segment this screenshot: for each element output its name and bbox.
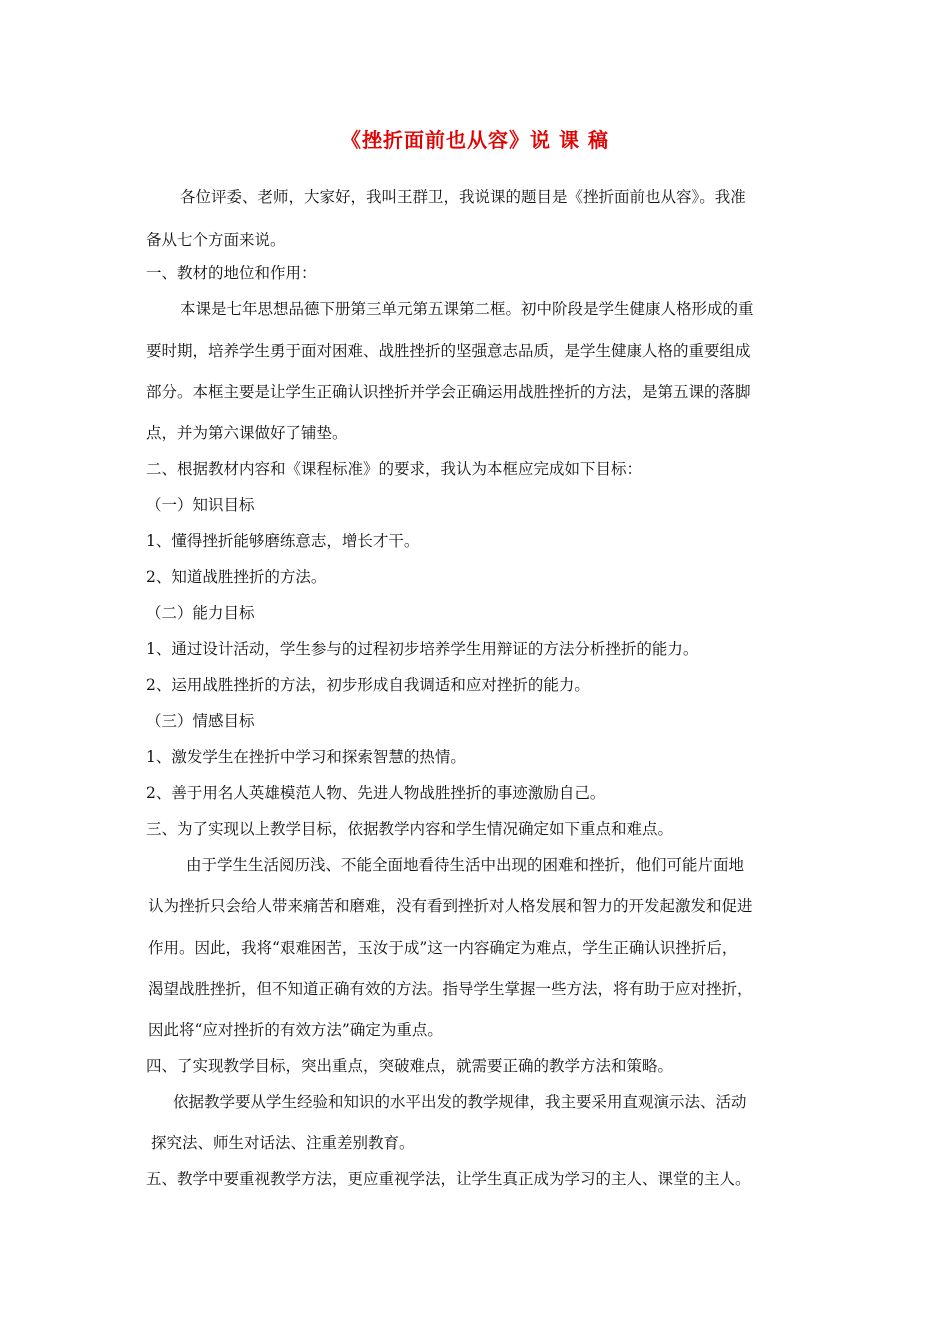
section-heading: 一、教材的地位和作用： [146,264,317,282]
document-title: 《挫折面前也从容》说 课 稿 [341,128,609,152]
section-heading: 四、了实现教学目标，突出重点，突破难点，就需要正确的教学方法和策略。 [146,1057,674,1075]
paragraph-line: 部分。本框主要是让学生正确认识挫折并学会正确运用战胜挫折的方法，是第五课的落脚 [146,383,751,401]
paragraph-line: 依据教学要从学生经验和知识的水平出发的教学规律，我主要采用直观演示法、活动 [173,1093,747,1111]
subsection-heading: （二）能力目标 [146,604,255,622]
paragraph-line: 认为挫折只会给人带来痛苦和磨难，没有看到挫折对人格发展和智力的开发起激发和促进 [148,897,753,915]
section-heading: 二、根据教材内容和《课程标准》的要求，我认为本框应完成如下目标： [146,460,643,478]
paragraph-line: 点，并为第六课做好了铺垫。 [146,424,348,442]
paragraph-line: 本课是七年思想品德下册第三单元第五课第二框。初中阶段是学生健康人格形成的重 [180,300,754,318]
paragraph-line: 各位评委、老师，大家好，我叫王群卫，我说课的题目是《挫折面前也从容》。我准 [180,188,746,206]
section-heading: 五、教学中要重视教学方法，更应重视学法，让学生真正成为学习的主人、课堂的主人。 [146,1170,751,1188]
paragraph-line: 要时期，培养学生勇于面对困难、战胜挫折的坚强意志品质，是学生健康人格的重要组成 [146,342,751,360]
section-heading: 三、为了实现以上教学目标，依据教学内容和学生情况确定如下重点和难点。 [146,820,674,838]
list-item: 1、通过设计活动，学生参与的过程初步培养学生用辩证的方法分析挫折的能力。 [146,640,699,658]
paragraph-line: 备从七个方面来说。 [146,231,286,249]
list-item: 2、善于用名人英雄模范人物、先进人物战胜挫折的事迹激励自己。 [146,784,606,802]
subsection-heading: （三）情感目标 [146,712,255,730]
list-item: 2、知道战胜挫折的方法。 [146,568,327,586]
paragraph-line: 渴望战胜挫折，但不知道正确有效的方法。指导学生掌握一些方法，将有助于应对挫折， [148,980,753,998]
list-item: 1、激发学生在挫折中学习和探索智慧的热情。 [146,748,466,766]
list-item: 2、运用战胜挫折的方法，初步形成自我调适和应对挫折的能力。 [146,676,590,694]
paragraph-line: 因此将“应对挫折的有效方法”确定为重点。 [148,1021,443,1039]
paragraph-line: 探究法、师生对话法、注重差别教育。 [151,1134,415,1152]
list-item: 1、懂得挫折能够磨练意志，增长才干。 [146,532,420,550]
paragraph-line: 由于学生生活阅历浅、不能全面地看待生活中出现的困难和挫折，他们可能片面地 [186,856,745,874]
subsection-heading: （一）知识目标 [146,496,255,514]
paragraph-line: 作用。因此，我将“艰难困苦，玉汝于成”这一内容确定为难点，学生正确认识挫折后， [148,939,738,957]
